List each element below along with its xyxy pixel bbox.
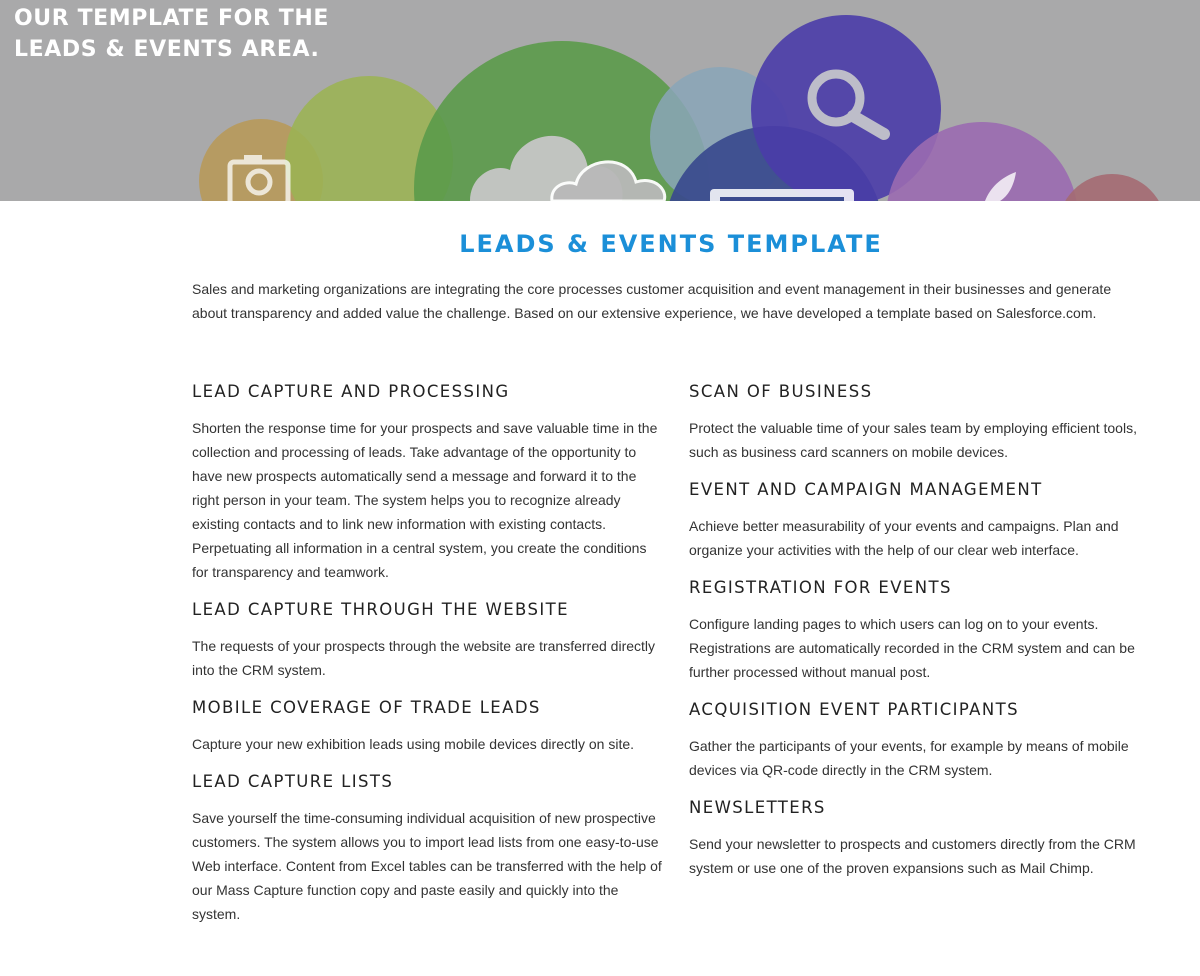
section-heading: REGISTRATION FOR EVENTS (689, 578, 952, 597)
hero-title-line-1: OUR TEMPLATE FOR THE (14, 6, 330, 31)
section-body: Configure landing pages to which users can log on to your events. Registrations are automatically recorded in the CRM system and can be further processed without manual post. (689, 616, 1135, 680)
hero-banner (0, 0, 1200, 201)
section-body: Capture your new exhibition leads using mobile devices directly on site. (192, 736, 635, 752)
section-heading: LEAD CAPTURE THROUGH THE WEBSITE (192, 600, 569, 619)
right-column (689, 378, 1159, 892)
section-heading: ACQUISITION EVENT PARTICIPANTS (689, 700, 1019, 719)
section-lead-capture-lists (192, 768, 662, 926)
section-body: Protect the valuable time of your sales team by employing efficient tools, such as business card scanners on mobile devices. (689, 420, 1137, 460)
bubble-rose (1058, 174, 1166, 201)
section-body: Send your newsletter to prospects and customers directly from the CRM system or use one of the proven expansions such as Mail Chimp. (689, 836, 1136, 876)
page-title: LEADS & EVENTS TEMPLATE (459, 230, 883, 258)
section-body: Shorten the response time for your prospects and save valuable time in the collection and processing of leads. Take advantage of the opportunity to have new prospects automatically send a message and forward it to the right person in your team. The system helps you to recognize already existing contacts and to link new information with existing contacts. Perpetuating all information in a central system, you create the conditions for transparency and teamwork. (192, 420, 658, 580)
section-body: Achieve better measurability of your events and campaigns. Plan and organize your activities with the help of our clear web interface. (689, 518, 1119, 558)
section-registration-events (689, 574, 1159, 684)
section-body: Gather the participants of your events, for example by means of mobile devices via QR-code directly in the CRM system. (689, 738, 1129, 778)
left-column (192, 378, 662, 938)
hero-title-line-2: LEADS & EVENTS AREA. (14, 37, 320, 62)
section-mobile-coverage (192, 694, 662, 756)
section-heading: LEAD CAPTURE LISTS (192, 772, 394, 791)
section-body: Save yourself the time-consuming individual acquisition of new prospective customers. The system allows you to import lead lists from one easy-to-use Web interface. Content from Excel tables can be transferred with the help of our Mass Capture function copy and paste easily and quickly into the system. (192, 810, 662, 922)
section-heading: EVENT AND CAMPAIGN MANAGEMENT (689, 480, 1043, 499)
hero-title (14, 3, 329, 65)
section-lead-capture-website (192, 596, 662, 682)
section-heading: SCAN OF BUSINESS (689, 382, 873, 401)
monitor-icon (710, 189, 854, 201)
section-acquisition-participants (689, 696, 1159, 782)
section-scan-of-business (689, 378, 1159, 464)
section-newsletters (689, 794, 1159, 880)
section-lead-capture-processing (192, 378, 662, 584)
intro-paragraph: Sales and marketing organizations are integrating the core processes customer acquisition and event management in their businesses and generate about transparency and added value the challenge. Based on our extensive experience, we have developed a template based on Salesforce.com. (192, 281, 1112, 321)
section-event-campaign-management (689, 476, 1159, 562)
section-heading: MOBILE COVERAGE OF TRADE LEADS (192, 698, 541, 717)
section-heading: NEWSLETTERS (689, 798, 826, 817)
section-body: The requests of your prospects through the website are transferred directly into the CRM system. (192, 638, 656, 678)
section-heading: LEAD CAPTURE AND PROCESSING (192, 382, 510, 401)
